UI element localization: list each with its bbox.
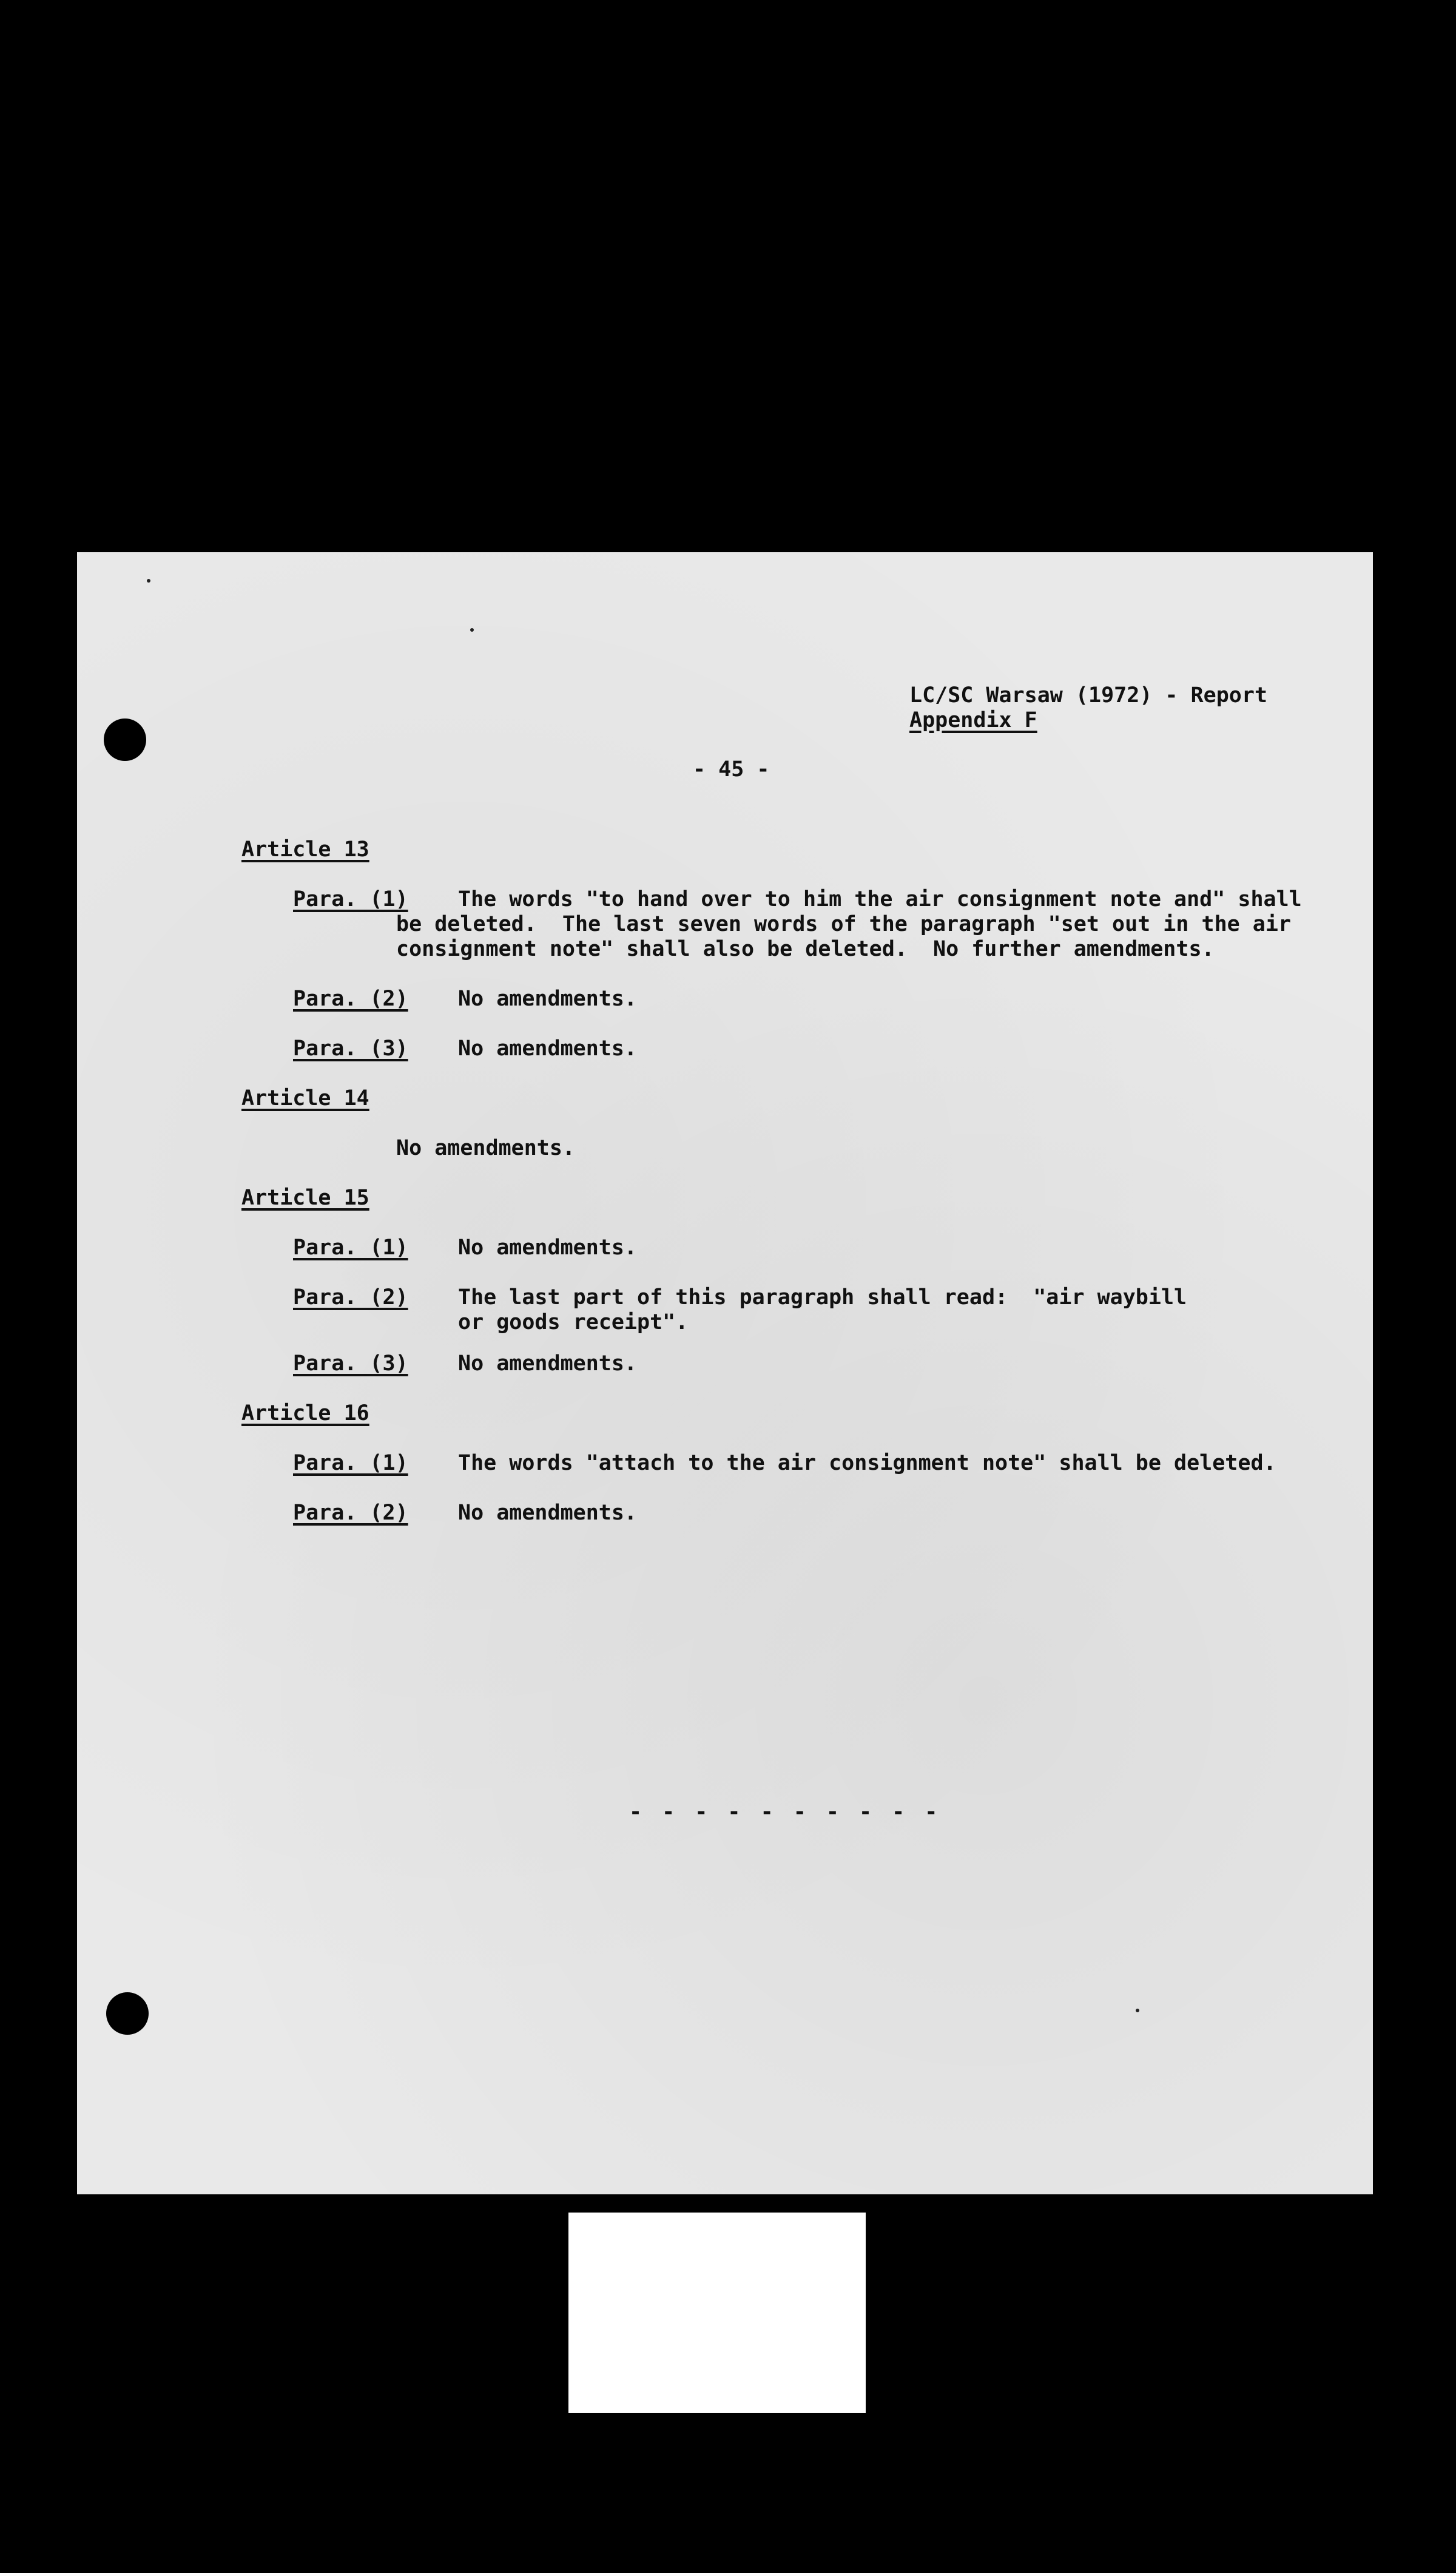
para-text: No amendments. [458, 1036, 638, 1061]
para-text: The last part of this paragraph shall read: "air waybill [458, 1285, 1187, 1310]
para-label: Para. (1) [293, 887, 408, 911]
para-text: No amendments. [458, 1351, 638, 1376]
para-text: No amendments. [458, 1236, 638, 1260]
para-text: No amendments. [458, 1501, 638, 1525]
article-heading: Article 14 [241, 1086, 369, 1111]
para-text: The words "attach to the air consignment note" shall be deleted. [458, 1451, 1276, 1475]
appendix-label: Appendix F [909, 708, 1037, 732]
para-label: Para. (3) [293, 1351, 408, 1376]
punch-hole-top [104, 718, 146, 761]
scanned-page [77, 552, 1373, 2194]
article-heading: Article 16 [241, 1401, 369, 1425]
article-heading: Article 15 [241, 1186, 369, 1210]
dust-speck [470, 628, 474, 632]
page-number: - 45 - [693, 757, 770, 782]
punch-hole-bottom [106, 1992, 149, 2035]
dust-speck [147, 579, 150, 583]
para-label: Para. (2) [293, 987, 408, 1011]
dust-speck [1136, 2009, 1139, 2012]
article-body: No amendments. [396, 1136, 576, 1160]
end-marker: - - - - - - - - - - [629, 1800, 942, 1824]
blank-card [568, 2213, 866, 2413]
para-text: The words "to hand over to him the air consignment note and" shall [458, 887, 1302, 911]
article-heading: Article 13 [241, 837, 369, 862]
para-label: Para. (3) [293, 1036, 408, 1061]
para-label: Para. (2) [293, 1285, 408, 1310]
para-text: be deleted. The last seven words of the paragraph "set out in the air [396, 912, 1292, 936]
para-label: Para. (1) [293, 1236, 408, 1260]
para-label: Para. (1) [293, 1451, 408, 1475]
report-title: LC/SC Warsaw (1972) - Report [909, 683, 1268, 708]
para-text: No amendments. [458, 987, 638, 1011]
para-text: or goods receipt". [458, 1310, 689, 1334]
para-text: consignment note" shall also be deleted. No further amendments. [396, 937, 1215, 961]
para-label: Para. (2) [293, 1501, 408, 1525]
